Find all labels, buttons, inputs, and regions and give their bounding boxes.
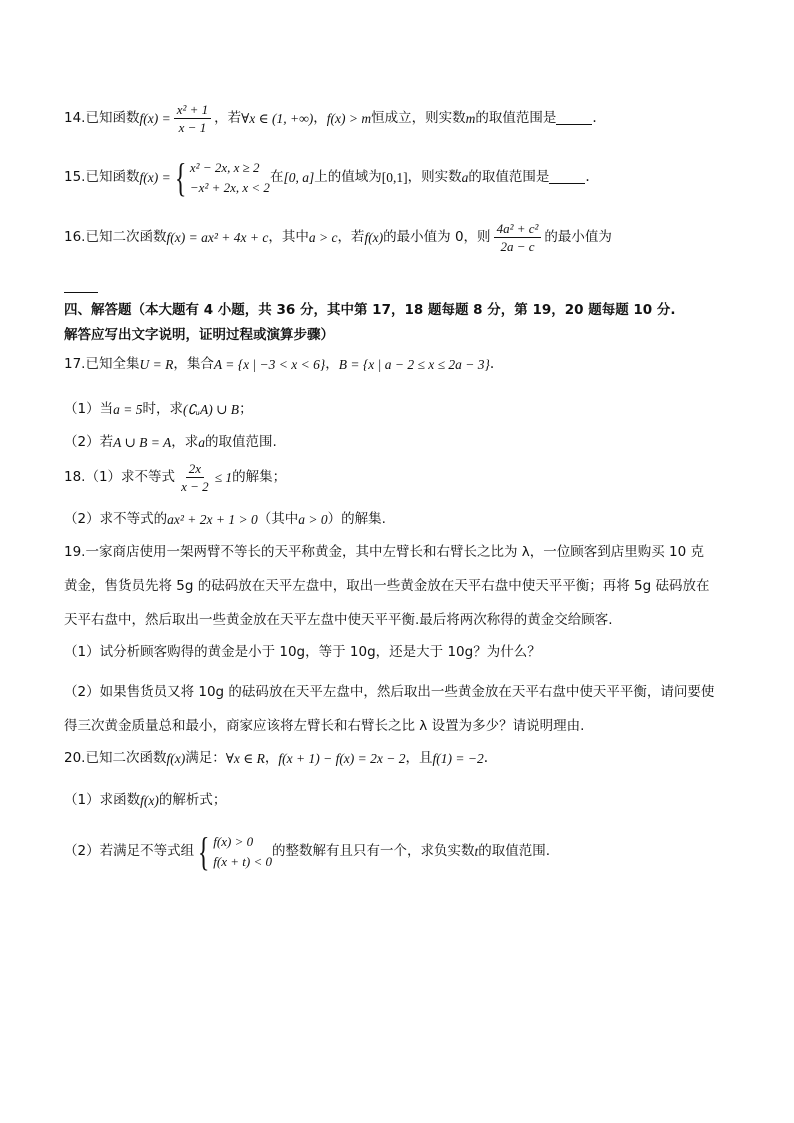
q17-part-1 [64, 403, 253, 417]
q20-part-1 [64, 794, 226, 808]
q20-eq: f(x + 1) − f(x) = 2x − 2 [278, 751, 406, 766]
question-15 [64, 155, 590, 200]
q15-fx: f(x) = [139, 170, 171, 186]
q19-part-2-line-2: 得三次黄金质量总和最小，商家应该将左臂长和右臂长之比 λ 设置为多少？请说明理由. [64, 718, 585, 734]
q20-mid1: 满足： [185, 750, 226, 766]
section-4-instructions: 解答应写出文字说明，证明过程或演算步骤） [64, 327, 334, 343]
q17-mid1: ，集合 [173, 356, 214, 372]
q15-prefix: 15.已知函数 [64, 169, 140, 186]
q17-p2-prefix: （2）若 [64, 434, 114, 450]
q20-case2: f(x + t) < 0 [213, 854, 272, 869]
q17-end: . [489, 356, 495, 372]
q20-case1: f(x) > 0 [213, 834, 254, 849]
q17-prefix: 17.已知全集 [64, 356, 140, 372]
q20-p1-prefix: （1）求函数 [64, 792, 141, 808]
q20-p2-prefix: （2）若满足不等式组 [64, 843, 195, 860]
question-20 [64, 752, 488, 766]
q18-frac-den: x − 2 [181, 479, 209, 494]
q17-p1-prefix: （1）当 [64, 401, 114, 417]
q17-universal-set: U = R [139, 357, 174, 372]
left-brace-icon: { [197, 829, 210, 874]
q14-fx: f(x) = [139, 110, 171, 126]
q20-cond: ∀x ∈ R [225, 751, 265, 766]
q18-p2-prefix: （2）求不等式的 [64, 511, 168, 527]
q20-p1-fx: f(x) [140, 793, 159, 808]
q16-cond: a > c [308, 229, 338, 245]
section-4-heading: 四、解答题（本大题有 4 小题，共 36 分，其中第 17，18 题每题 8 分，第 19，20 题每题 10 分. [64, 302, 676, 318]
q14-fraction [174, 103, 211, 134]
q20-fx: f(x) [166, 751, 186, 766]
q15-var: a [461, 170, 469, 186]
q18-p1-prefix: 18.（1）求不等式 [64, 468, 176, 485]
q14-answer-blank [556, 113, 592, 125]
q17-p1-end: ； [239, 401, 253, 417]
q16-mid1: ，其中 [268, 228, 309, 245]
q15-suffix: 的取值范围是 [468, 169, 550, 186]
q16-suffix: 的最小值为 [544, 228, 612, 245]
q18-p2-expr: ax² + 2x + 1 > 0 [167, 512, 258, 527]
q16-mid3: 的最小值为 0，则 [383, 228, 491, 245]
q17-p2-cond: A ∪ B = A [113, 435, 172, 450]
q14-var: m [465, 110, 476, 126]
q18-frac-num: 2x [186, 462, 204, 478]
q14-mid2: ， [313, 109, 327, 126]
q17-mid2: ， [325, 356, 339, 372]
q19-part-2-line-1: （2）如果售货员又将 10g 的砝码放在天平左盘中，然后取出一些黄金放在天平右盘中使天平平衡，请问要使 [64, 684, 715, 700]
question-16 [64, 222, 612, 253]
q14-prefix: 14.已知函数 [64, 109, 140, 126]
q14-end: . [592, 109, 597, 126]
q16-answer-blank [64, 290, 98, 293]
q15-interval1: [0, a] [283, 170, 315, 186]
q17-part-2 [64, 436, 277, 450]
q19-line-2: 黄金，售货员先将 5g 的砝码放在天平左盘中，取出一些黄金放在天平右盘中使天平平衡；再将 5g 砝码放在 [64, 578, 710, 594]
q20-p1-end: 的解析式； [158, 792, 227, 808]
q18-p1-ineq: ≤ 1 [214, 469, 233, 485]
q20-prefix: 20.已知二次函数 [64, 750, 167, 766]
question-17 [64, 358, 494, 372]
question-14 [64, 103, 597, 134]
q19-line-3: 天平右盘中，然后取出一些黄金放在天平左盘中使天平平衡.最后将两次称得的黄金交给顾客. [64, 612, 613, 628]
q17-p2-mid: ，求 [171, 434, 199, 450]
q15-cases [190, 158, 270, 198]
q16-mid2: ，若 [337, 228, 365, 245]
q20-p2-mid: 的整数解有且只有一个，求负实数 [272, 843, 475, 860]
q17-set-a: A = {x | −3 < x < 6} [213, 357, 326, 372]
q17-p1-mid: 时，求 [142, 401, 183, 417]
q17-p1-expr: (∁ᵤA) ∪ B [182, 402, 240, 417]
q18-p2-end: ）的解集. [327, 511, 386, 527]
q18-part-2 [64, 513, 386, 527]
q14-mid3: 恒成立，则实数 [371, 109, 466, 126]
q16-prefix: 16.已知二次函数 [64, 228, 167, 245]
q17-p1-cond: a = 5 [113, 402, 143, 417]
q18-p2-mid: （其中 [257, 511, 299, 527]
q17-p2-var: a [198, 435, 206, 450]
q20-cases [213, 832, 272, 872]
q16-answer-blank-line [64, 283, 98, 297]
q16-fx: f(x) = ax² + 4x + c [166, 229, 269, 245]
q16-frac-num: 4a² + c² [494, 222, 542, 238]
q14-cond: ∀x ∈ (1, +∞) [241, 110, 314, 126]
q19-part-1: （1）试分析顾客购得的黄金是小于 10g，等于 10g，还是大于 10g？为什么？ [64, 644, 541, 660]
q20-end: . [483, 750, 489, 766]
q20-part-2 [64, 829, 551, 874]
q18-fraction [178, 462, 212, 493]
q16-fx2: f(x) [364, 229, 384, 245]
q14-frac-den: x − 1 [178, 120, 207, 135]
q14-ineq: f(x) > m [326, 110, 372, 126]
q16-fraction [494, 222, 542, 253]
q20-mid2: ， [264, 750, 279, 766]
q15-case1: x² − 2x, x ≥ 2 [189, 160, 260, 175]
q18-part-1 [64, 462, 286, 493]
q18-p2-cond: a > 0 [298, 512, 328, 527]
q15-case2: −x² + 2x, x < 2 [189, 180, 270, 195]
q15-mid1: 在 [269, 169, 284, 186]
q15-end: . [585, 169, 590, 186]
left-brace-icon: { [174, 155, 187, 200]
q20-mid3: ，且 [405, 750, 433, 766]
q14-mid1: ，若 [214, 109, 242, 126]
q18-p1-end: 的解集； [232, 468, 287, 485]
q15-mid3: ，则实数 [407, 169, 462, 186]
q14-frac-num: x² + 1 [174, 103, 211, 119]
q17-set-b: B = {x | a − 2 ≤ x ≤ 2a − 3} [338, 357, 490, 372]
q20-eq2: f(1) = −2 [432, 751, 484, 766]
q17-p2-end: 的取值范围. [205, 434, 277, 450]
q15-answer-blank [549, 172, 585, 184]
q15-interval2: [0,1] [381, 170, 408, 186]
q16-frac-den: 2a − c [500, 239, 535, 254]
q14-suffix: 的取值范围是 [475, 109, 557, 126]
q15-mid2: 上的值域为 [314, 169, 382, 186]
q20-p2-var: t [474, 844, 479, 860]
q19-line-1: 19.一家商店使用一架两臂不等长的天平称黄金，其中左臂长和右臂长之比为 λ，一位顾客到店里购买 10 克 [64, 544, 705, 560]
q20-p2-end: 的取值范围. [478, 843, 551, 860]
